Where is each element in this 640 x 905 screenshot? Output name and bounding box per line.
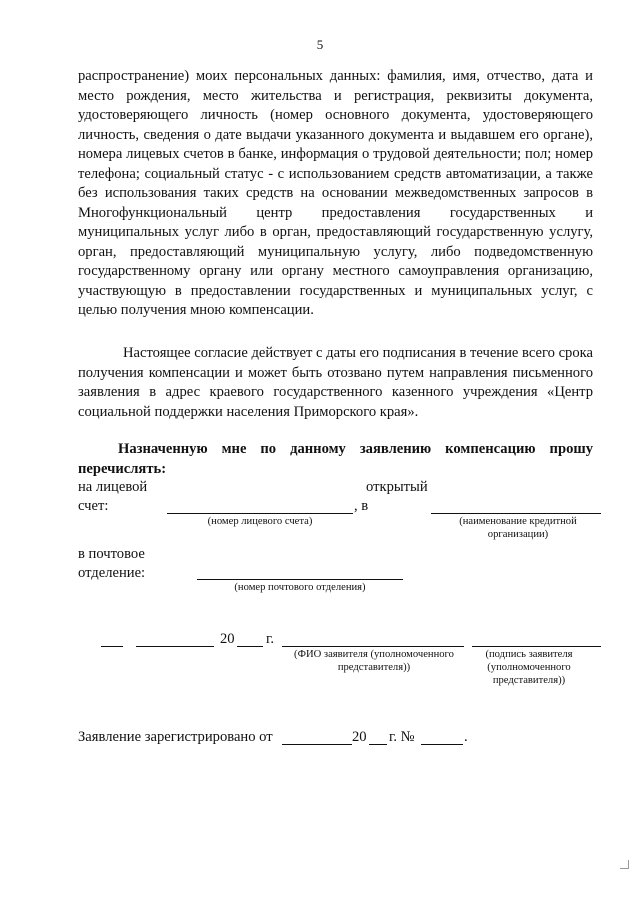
account-label-line1: на лицевой [78, 479, 148, 495]
date-day-field[interactable] [101, 646, 123, 647]
fio-caption: (ФИО заявителя (уполномоченного представителя)) [294, 649, 454, 673]
registration-date-field[interactable] [282, 744, 352, 745]
account-number-caption: (номер лицевого счета) [207, 516, 313, 527]
date-year-suffix: г. [266, 631, 274, 647]
page-corner-mark [620, 860, 629, 869]
post-office-field[interactable] [197, 579, 403, 580]
post-label-line1: в почтовое [78, 546, 145, 562]
consent-paragraph: распространение) моих персональных данных: фамилия, имя, отчество, дата и место рождения, место жительства и регистрация, реквизиты документа, удостоверяющего личность (номер основного документа, удостоверяющего личность, сведения о дате выдачи указанного документа и выдавшем его органе), номера лицевых счетов в банке, информация о трудовой деятельности; пол; номер телефона; социальный статус - с использованием средств автоматизации, а также без использования таких средств на основании межведомственных запросов в Многофункциональный центр предоставления государственных и муниципальных услуг либо в орган, предоставляющий государственную услугу, орган, предоставляющий муниципальную услугу, либо подведомственную государственному органу или органу местного самоуправления организацию, участвующую в предоставлении государственных и муниципальных услуг, с целью получения мною компенсации. [78, 68, 593, 318]
validity-paragraph: Настоящее согласие действует с даты его подписания в течение всего срока получения компенсации и может быть отозвано путем направления письменного заявления в адрес краевого государственного казенного учреждения «Центр социальной поддержки населения Приморского края». [78, 345, 593, 420]
transfer-request-heading: Назначенную мне по данному заявлению компенсацию прошу перечислять: [78, 441, 593, 477]
account-number-field[interactable] [167, 513, 353, 514]
credit-org-caption: (наименование кредитной организации) [459, 516, 577, 540]
registration-number-field[interactable] [421, 744, 463, 745]
opened-label: открытый [366, 479, 428, 495]
post-office-caption: (номер почтового отделения) [234, 582, 366, 593]
post-label-line2: отделение: [78, 565, 146, 581]
date-month-field[interactable] [136, 646, 214, 647]
credit-org-field[interactable] [431, 513, 601, 514]
page-number: 5 [316, 37, 324, 52]
registration-year-suffix: г. № [389, 729, 415, 745]
registration-year-prefix: 20 [352, 729, 367, 745]
account-label-line2: счет: [78, 498, 109, 514]
comma-in-text: , в [354, 498, 369, 514]
date-year-prefix: 20 [220, 631, 235, 647]
registration-year-field[interactable] [369, 744, 387, 745]
signature-caption: (подпись заявителя (уполномоченного представителя)) [485, 649, 573, 686]
signature-field[interactable] [472, 646, 601, 647]
date-year-field[interactable] [237, 646, 263, 647]
fio-field[interactable] [282, 646, 464, 647]
registration-text: Заявление зарегистрировано от [78, 729, 273, 745]
registration-end: . [464, 729, 468, 745]
